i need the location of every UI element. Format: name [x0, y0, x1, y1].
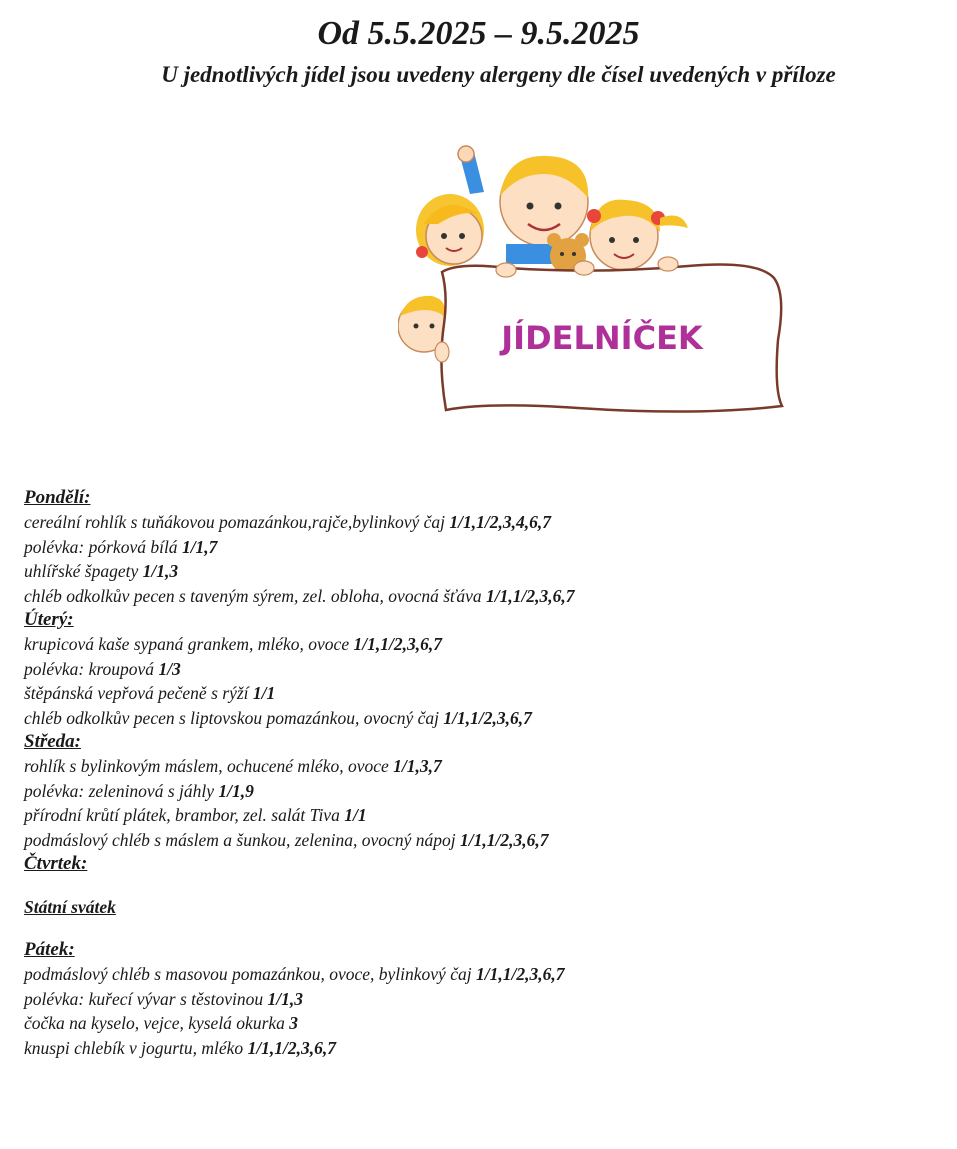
dish-name: uhlířské špagety — [24, 561, 143, 581]
allergen-codes: 1/1,1/2,3,4,6,7 — [449, 512, 552, 532]
children-banner-illustration — [398, 144, 790, 416]
menu-date-range: Od 5.5.2025 – 9.5.2025 — [317, 15, 640, 52]
dish-name: polévka: pórková bílá — [24, 536, 182, 557]
allergen-codes: 1/1,1/2,3,6,7 — [475, 964, 565, 984]
dish-name: cereální rohlík s tuňákovou pomazánkou,rajče,bylinkový čaj — [24, 512, 450, 532]
day-heading-monday: Pondělí: — [24, 487, 91, 508]
dish-name: přírodní krůtí plátek, brambor, zel. salát Tiva — [24, 805, 345, 825]
dish-name: čočka na kyselo, vejce, kyselá okurka — [24, 1013, 290, 1033]
spacer — [24, 919, 944, 938]
menu-item — [24, 803, 944, 828]
day-heading-friday: Pátek: — [24, 939, 75, 960]
menu-item — [24, 632, 944, 657]
allergen-codes: 1/1,1/2,3,6,7 — [353, 634, 442, 654]
spacer — [24, 876, 944, 895]
day-heading-wednesday: Středa: — [24, 731, 81, 752]
menu-item — [24, 706, 944, 731]
dish-name: štěpánská vepřová pečeně s rýží — [24, 683, 253, 703]
menu-item — [24, 535, 944, 560]
menu-item — [24, 1036, 944, 1061]
allergen-codes: 3 — [289, 1013, 299, 1033]
dish-name: knuspi chlebík v jogurtu, mléko — [24, 1037, 248, 1058]
dish-name: polévka: kroupová — [24, 658, 159, 679]
banner-title: JÍDELNÍČEK — [501, 319, 703, 357]
menu-item — [24, 1011, 944, 1036]
menu-item — [24, 962, 944, 987]
menu-item — [24, 681, 944, 706]
dish-name: polévka: kuřecí vývar s těstovinou — [24, 988, 268, 1009]
allergen-codes: 1/1,1/2,3,6,7 — [443, 707, 532, 728]
dish-name: podmáslový chléb s masovou pomazánkou, ovoce, bylinkový čaj — [24, 964, 476, 984]
allergen-codes: 1/1,3,7 — [393, 756, 442, 776]
menu-item — [24, 779, 944, 804]
menu-item — [24, 828, 944, 853]
allergen-codes: 1/3 — [158, 658, 181, 679]
menu-item — [24, 987, 944, 1012]
allergen-codes: 1/1,9 — [218, 780, 254, 801]
holiday-note: Státní svátek — [24, 897, 116, 917]
day-heading-thursday: Čtvrtek: — [24, 853, 88, 874]
menu-item — [24, 584, 944, 609]
weekly-menu — [24, 486, 944, 1060]
dish-name: chléb odkolkův pecen s liptovskou pomazánkou, ovocný čaj — [24, 707, 444, 728]
allergen-codes: 1/1,1/2,3,6,7 — [459, 829, 549, 850]
allergen-codes: 1/1,3 — [142, 561, 179, 581]
day-heading-tuesday: Úterý: — [24, 609, 74, 630]
allergen-codes: 1/1,1/2,3,6,7 — [247, 1037, 337, 1058]
allergen-note: U jednotlivých jídel jsou uvedeny alergeny dle čísel uvedených v příloze — [161, 62, 836, 87]
dish-name: krupicová kaše sypaná grankem, mléko, ovoce — [24, 634, 354, 654]
allergen-codes: 1/1,1/2,3,6,7 — [486, 585, 575, 606]
menu-item — [24, 559, 944, 584]
menu-item — [24, 657, 944, 682]
dish-name: rohlík s bylinkovým máslem, ochucené mléko, ovoce — [24, 756, 394, 776]
dish-name: podmáslový chléb s máslem a šunkou, zelenina, ovocný nápoj — [24, 829, 460, 850]
allergen-codes: 1/1,3 — [267, 988, 303, 1009]
menu-item — [24, 510, 944, 535]
dish-name: polévka: zeleninová s jáhly — [24, 780, 219, 801]
allergen-codes: 1/1,7 — [181, 536, 218, 557]
allergen-codes: 1/1 — [344, 805, 367, 825]
allergen-codes: 1/1 — [252, 683, 276, 703]
dish-name: chléb odkolkův pecen s taveným sýrem, zel. obloha, ovocná šťáva — [24, 585, 487, 606]
menu-item — [24, 754, 944, 779]
